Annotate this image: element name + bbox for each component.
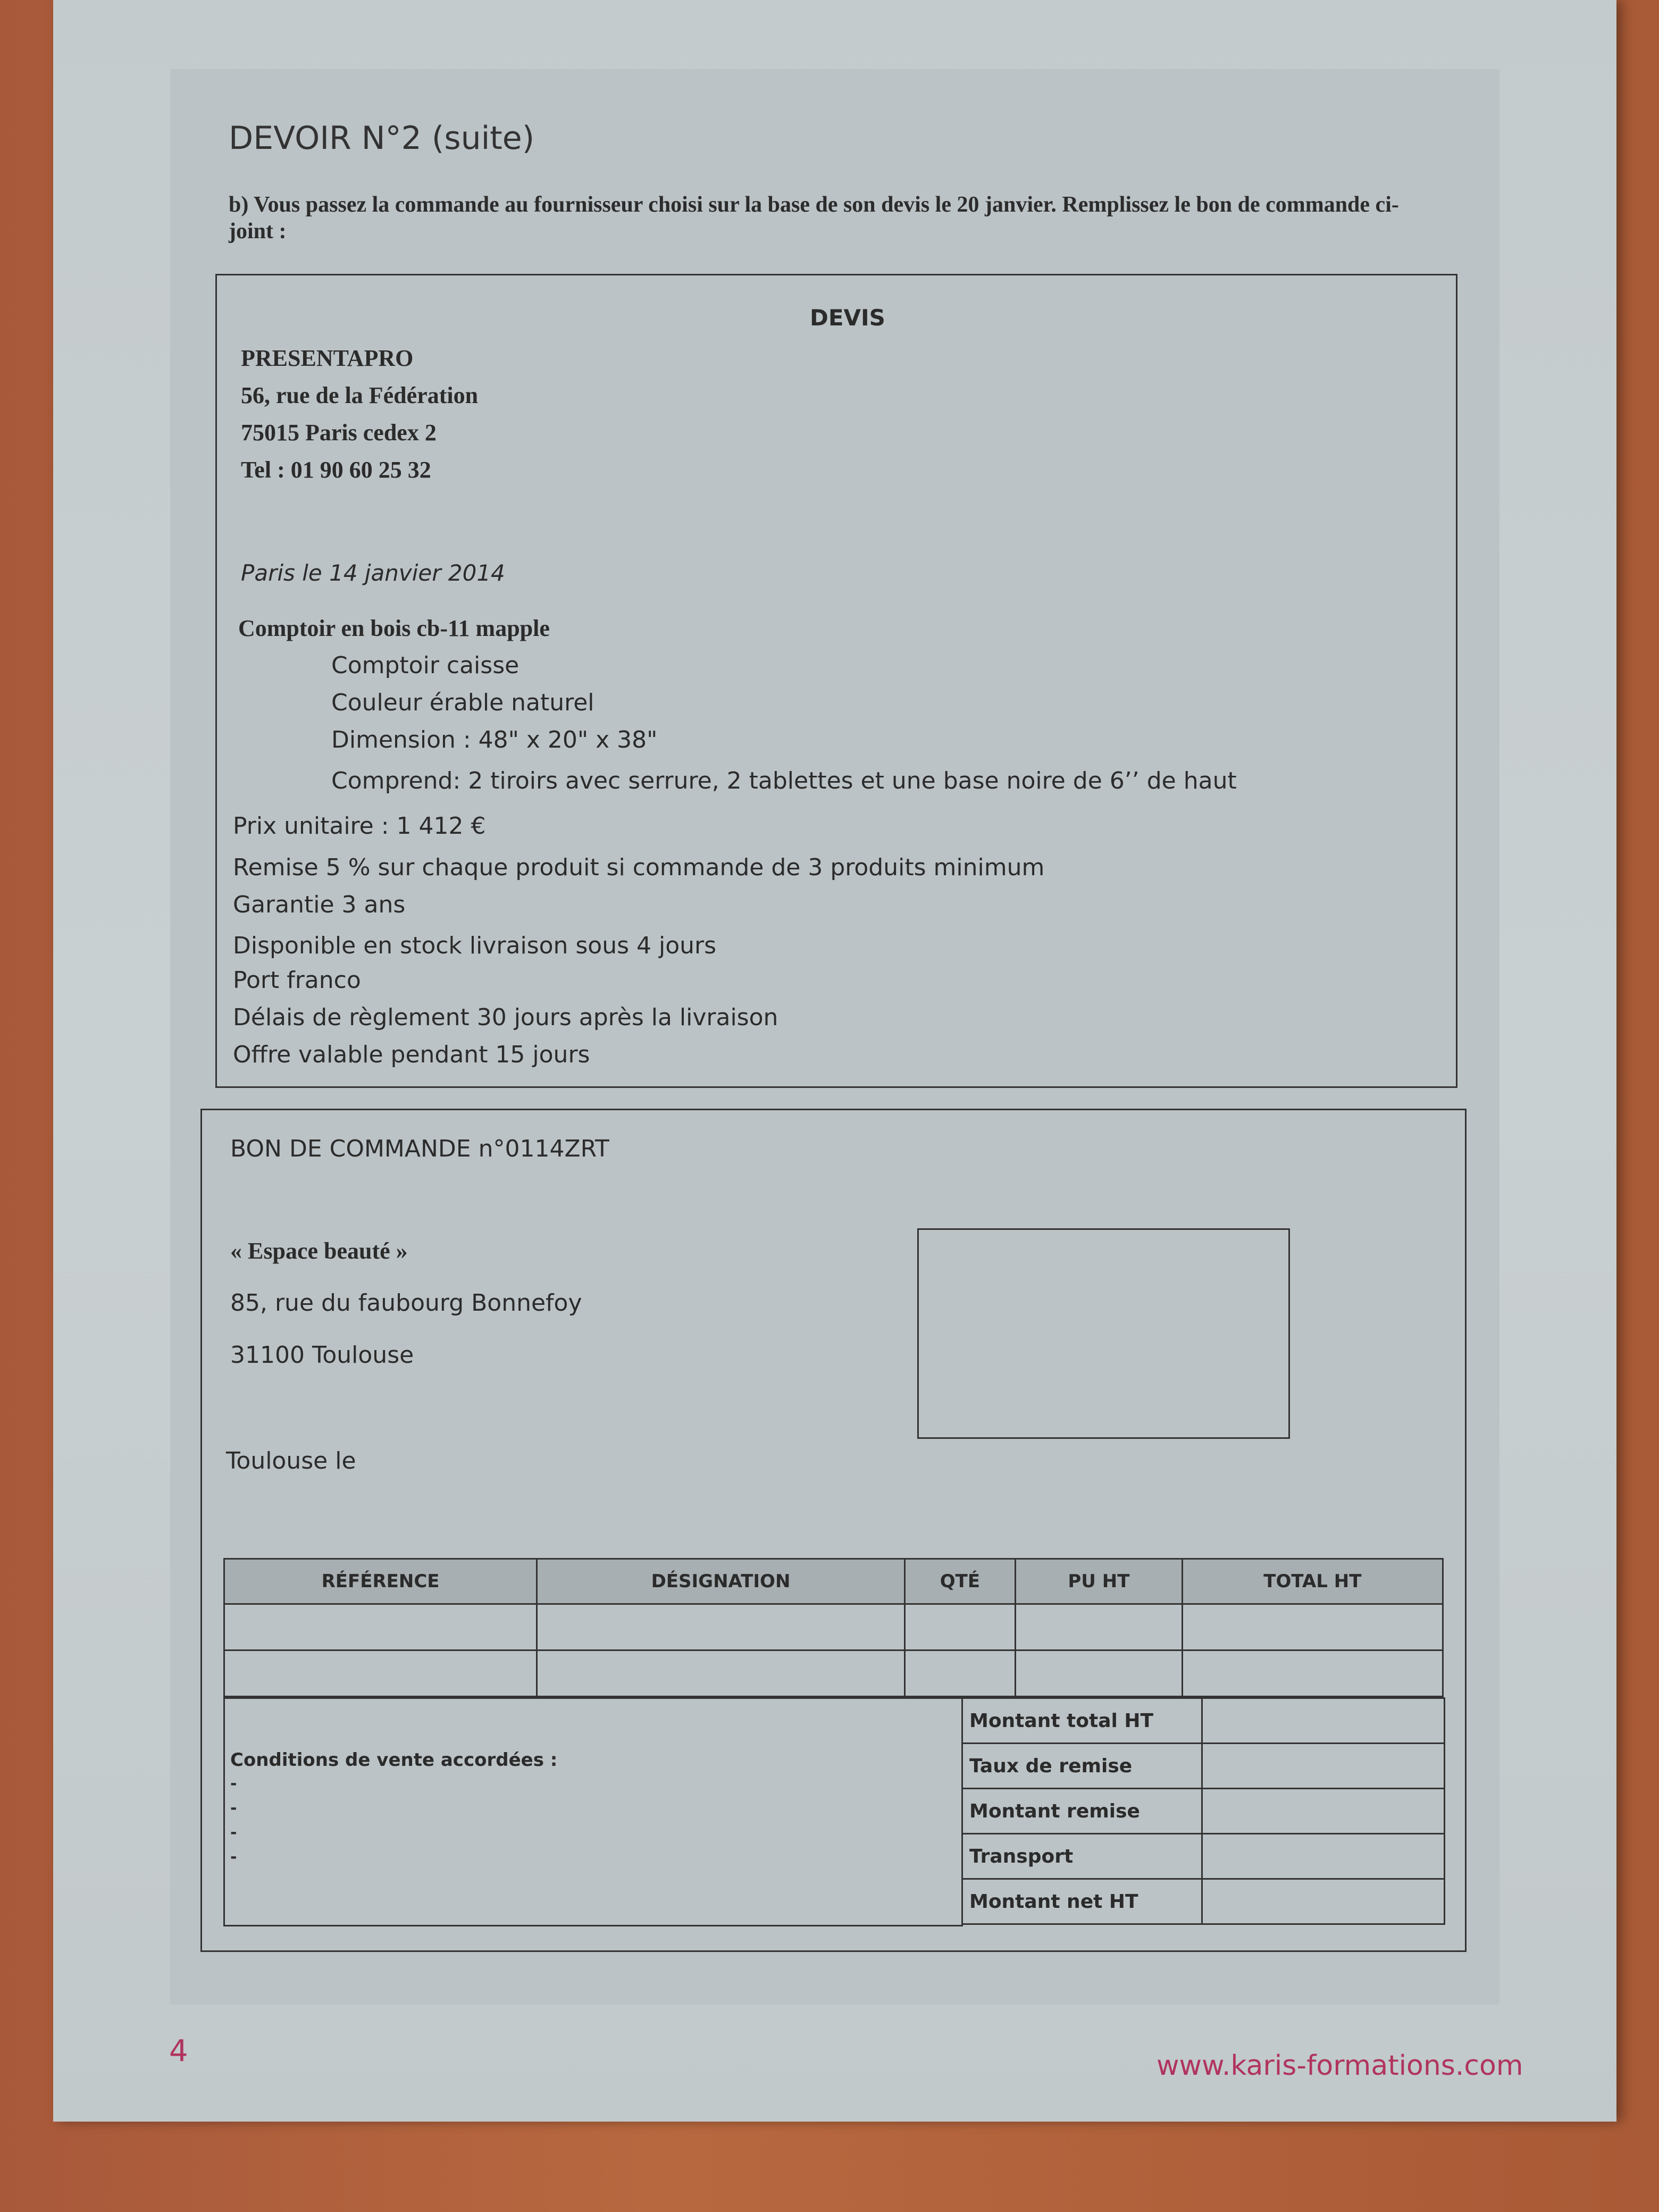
supplier-name: PRESENTAPRO <box>241 345 414 371</box>
dash-line[interactable]: - <box>230 1848 237 1866</box>
summary-table <box>961 1697 1445 1925</box>
summary-label: Montant remise <box>962 1789 1202 1834</box>
table-row <box>224 1604 1443 1650</box>
order-table <box>223 1558 1444 1697</box>
summary-row <box>962 1879 1445 1924</box>
condition-line: Garantie 3 ans <box>233 891 406 918</box>
supplier-address2: 75015 Paris cedex 2 <box>241 420 437 446</box>
condition-line: Délais de règlement 30 jours après la livraison <box>233 1004 778 1031</box>
table-cell[interactable] <box>1182 1650 1443 1697</box>
page-number: 4 <box>169 2034 188 2068</box>
summary-value[interactable] <box>1202 1698 1445 1744</box>
instruction-text: b) Vous passez la commande au fournisseur choisi sur la base de son devis le 20 janvier. Remplissez le bon de commande ci-joint : <box>229 192 1399 244</box>
condition-line: Prix unitaire : 1 412 € <box>233 812 486 840</box>
col-header-pu-ht: PU HT <box>1016 1559 1183 1604</box>
bon-heading: BON DE COMMANDE n°0114ZRT <box>230 1135 609 1162</box>
conditions-label: Conditions de vente accordées : <box>230 1749 558 1771</box>
supplier-address1: 56, rue de la Fédération <box>241 382 479 408</box>
table-row <box>224 1650 1443 1697</box>
dash-line[interactable]: - <box>230 1823 237 1842</box>
summary-label: Transport <box>962 1834 1202 1879</box>
summary-row <box>962 1834 1445 1879</box>
client-address1: 85, rue du faubourg Bonnefoy <box>230 1289 582 1317</box>
summary-row <box>962 1789 1445 1834</box>
condition-line: Offre valable pendant 15 jours <box>233 1041 590 1068</box>
table-cell[interactable] <box>537 1604 905 1650</box>
condition-line: Disponible en stock livraison sous 4 jours <box>233 932 717 959</box>
summary-value[interactable] <box>1202 1744 1445 1789</box>
client-name: « Espace beauté » <box>230 1238 408 1264</box>
col-header-qte: QTÉ <box>904 1559 1015 1604</box>
table-cell[interactable] <box>1182 1604 1443 1650</box>
website-link[interactable]: www.karis-formations.com <box>1157 2050 1523 2082</box>
col-header-designation: DÉSIGNATION <box>537 1559 905 1604</box>
place-date[interactable]: Toulouse le <box>226 1447 356 1474</box>
devis-box <box>215 274 1457 1088</box>
summary-label: Taux de remise <box>962 1744 1202 1789</box>
summary-label: Montant net HT <box>962 1879 1202 1924</box>
product-detail: Comptoir caisse <box>331 652 520 679</box>
conditions-area <box>223 1697 963 1926</box>
devis-heading: DEVIS <box>810 305 885 331</box>
col-header-total-ht: TOTAL HT <box>1182 1559 1443 1604</box>
table-cell[interactable] <box>1016 1650 1183 1697</box>
product-detail: Comprend: 2 tiroirs avec serrure, 2 tablettes et une base noire de 6’’ de haut <box>331 767 1237 794</box>
product-title: Comptoir en bois cb-11 mapple <box>238 615 550 641</box>
dash-line[interactable]: - <box>230 1799 237 1817</box>
client-address2: 31100 Toulouse <box>230 1342 414 1369</box>
summary-value[interactable] <box>1202 1879 1445 1924</box>
summary-row <box>962 1698 1445 1744</box>
summary-row <box>962 1744 1445 1789</box>
table-cell[interactable] <box>904 1604 1015 1650</box>
col-header-reference: RÉFÉRENCE <box>224 1559 537 1604</box>
table-cell[interactable] <box>904 1650 1015 1697</box>
summary-value[interactable] <box>1202 1789 1445 1834</box>
stamp-box[interactable] <box>917 1228 1290 1439</box>
table-cell[interactable] <box>1016 1604 1183 1650</box>
summary-value[interactable] <box>1202 1834 1445 1879</box>
table-cell[interactable] <box>224 1604 537 1650</box>
page-title: DEVOIR N°2 (suite) <box>229 120 535 157</box>
devis-date: Paris le 14 janvier 2014 <box>241 560 505 586</box>
table-cell[interactable] <box>537 1650 905 1697</box>
supplier-phone: Tel : 01 90 60 25 32 <box>241 457 431 483</box>
table-cell[interactable] <box>224 1650 537 1697</box>
product-detail: Dimension : 48" x 20" x 38" <box>331 726 658 753</box>
condition-line: Remise 5 % sur chaque produit si commande de 3 produits minimum <box>233 854 1045 881</box>
summary-label: Montant total HT <box>962 1698 1202 1744</box>
condition-line: Port franco <box>233 967 361 994</box>
product-detail: Couleur érable naturel <box>331 689 594 716</box>
dash-line[interactable]: - <box>230 1774 237 1793</box>
